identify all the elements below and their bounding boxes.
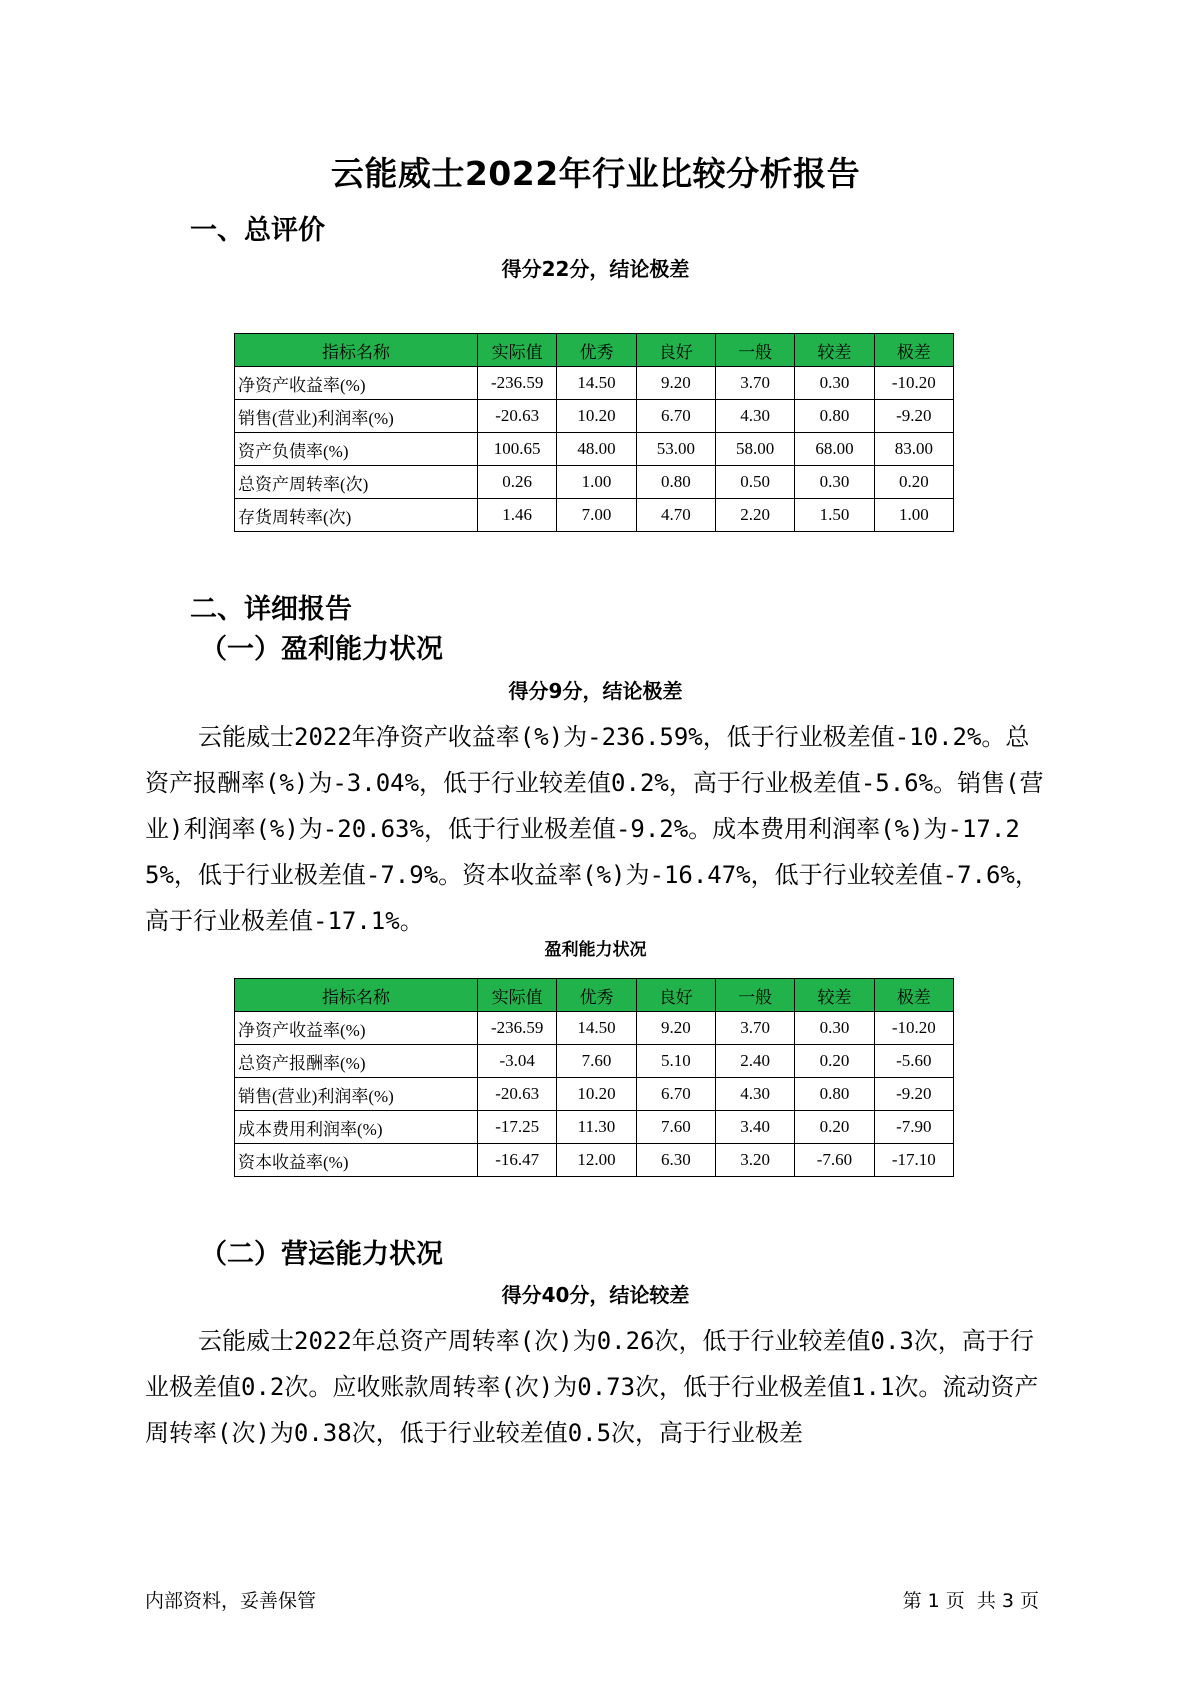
very-poor-value: 1.00 (874, 499, 953, 532)
indicator-name: 净资产收益率(%) (235, 1012, 478, 1045)
average-value: 58.00 (715, 433, 794, 466)
profitability-table (234, 978, 954, 1177)
table-row (235, 1078, 954, 1111)
header-cell: 指标名称 (235, 334, 478, 367)
table-header-row (235, 979, 954, 1012)
actual-value: -16.47 (478, 1144, 557, 1177)
poor-value: 68.00 (795, 433, 874, 466)
actual-value: -20.63 (478, 1078, 557, 1111)
poor-value: 1.50 (795, 499, 874, 532)
header-cell: 较差 (795, 979, 874, 1012)
actual-value: 1.46 (478, 499, 557, 532)
subsection-heading-operation: （二）营运能力状况 (200, 1239, 443, 1270)
excellent-value: 10.20 (557, 400, 636, 433)
good-value: 0.80 (636, 466, 715, 499)
indicator-name: 总资产报酬率(%) (235, 1045, 478, 1078)
indicator-name: 成本费用利润率(%) (235, 1111, 478, 1144)
indicator-name: 销售(营业)利润率(%) (235, 400, 478, 433)
average-value: 4.30 (715, 400, 794, 433)
header-cell: 较差 (795, 334, 874, 367)
good-value: 6.70 (636, 1078, 715, 1111)
table-row (235, 367, 954, 400)
poor-value: 0.20 (795, 1045, 874, 1078)
excellent-value: 7.00 (557, 499, 636, 532)
very-poor-value: -9.20 (874, 1078, 953, 1111)
header-cell: 优秀 (557, 979, 636, 1012)
actual-value: -3.04 (478, 1045, 557, 1078)
average-value: 2.40 (715, 1045, 794, 1078)
average-value: 3.70 (715, 367, 794, 400)
table-row (235, 433, 954, 466)
section-heading-overall: 一、总评价 (190, 215, 325, 246)
good-value: 53.00 (636, 433, 715, 466)
header-cell: 实际值 (478, 979, 557, 1012)
operation-paragraph: 云能威士2022年总资产周转率(次)为0.26次，低于行业较差值0.3次，高于行业极差值0.2次。应收账款周转率(次)为0.73次，低于行业极差值1.1次。流动资产周转率(次)为0.38次，低于行业较差值0.5次，高于行业极差 (145, 1327, 1039, 1447)
good-value: 5.10 (636, 1045, 715, 1078)
excellent-value: 1.00 (557, 466, 636, 499)
header-cell: 指标名称 (235, 979, 478, 1012)
subsection-heading-profitability: （一）盈利能力状况 (200, 634, 443, 665)
very-poor-value: -10.20 (874, 1012, 953, 1045)
excellent-value: 14.50 (557, 1012, 636, 1045)
good-value: 6.30 (636, 1144, 715, 1177)
poor-value: 0.80 (795, 1078, 874, 1111)
table-caption: 盈利能力状况 (544, 940, 647, 960)
header-cell: 一般 (715, 979, 794, 1012)
actual-value: 0.26 (478, 466, 557, 499)
very-poor-value: -17.10 (874, 1144, 953, 1177)
average-value: 4.30 (715, 1078, 794, 1111)
footer-confidential-note: 内部资料，妥善保管 (145, 1590, 317, 1612)
table-row (235, 466, 954, 499)
poor-value: 0.20 (795, 1111, 874, 1144)
indicator-name: 净资产收益率(%) (235, 367, 478, 400)
actual-value: -236.59 (478, 1012, 557, 1045)
indicator-name: 销售(营业)利润率(%) (235, 1078, 478, 1111)
indicator-name: 资本收益率(%) (235, 1144, 478, 1177)
table-row (235, 1012, 954, 1045)
header-cell: 良好 (636, 334, 715, 367)
excellent-value: 7.60 (557, 1045, 636, 1078)
table-row (235, 1111, 954, 1144)
poor-value: -7.60 (795, 1144, 874, 1177)
actual-value: -17.25 (478, 1111, 557, 1144)
very-poor-value: 83.00 (874, 433, 953, 466)
operation-score: 得分40分，结论较差 (501, 1283, 690, 1307)
table-row (235, 400, 954, 433)
good-value: 9.20 (636, 1012, 715, 1045)
very-poor-value: 0.20 (874, 466, 953, 499)
very-poor-value: -5.60 (874, 1045, 953, 1078)
very-poor-value: -9.20 (874, 400, 953, 433)
excellent-value: 48.00 (557, 433, 636, 466)
good-value: 7.60 (636, 1111, 715, 1144)
very-poor-value: -10.20 (874, 367, 953, 400)
poor-value: 0.30 (795, 1012, 874, 1045)
good-value: 9.20 (636, 367, 715, 400)
average-value: 3.40 (715, 1111, 794, 1144)
average-value: 3.20 (715, 1144, 794, 1177)
indicator-name: 总资产周转率(次) (235, 466, 478, 499)
table-header-row (235, 334, 954, 367)
very-poor-value: -7.90 (874, 1111, 953, 1144)
header-cell: 优秀 (557, 334, 636, 367)
indicator-name: 存货周转率(次) (235, 499, 478, 532)
header-cell: 极差 (874, 979, 953, 1012)
profitability-paragraph: 云能威士2022年净资产收益率(%)为-236.59%，低于行业极差值-10.2%。总资产报酬率(%)为-3.04%，低于行业较差值0.2%，高于行业极差值-5.6%。销售(营业)利润率(%)为-20.63%，低于行业极差值-9.2%。成本费用利润率(%)为-17.25%，低于行业极差值-7.9%。资本收益率(%)为-16.47%，低于行业较差值-7.6%，高于行业极差值-17.1%。 (145, 723, 1044, 935)
actual-value: 100.65 (478, 433, 557, 466)
header-cell: 实际值 (478, 334, 557, 367)
overall-table (234, 333, 954, 532)
average-value: 2.20 (715, 499, 794, 532)
header-cell: 良好 (636, 979, 715, 1012)
indicator-name: 资产负债率(%) (235, 433, 478, 466)
header-cell: 极差 (874, 334, 953, 367)
footer-page-number: 第 1 页 共 3 页 (902, 1590, 1039, 1612)
section-heading-detail: 二、详细报告 (190, 594, 352, 625)
poor-value: 0.30 (795, 466, 874, 499)
header-cell: 一般 (715, 334, 794, 367)
overall-score: 得分22分，结论极差 (501, 257, 690, 281)
excellent-value: 11.30 (557, 1111, 636, 1144)
poor-value: 0.30 (795, 367, 874, 400)
page-title: 云能威士2022年行业比较分析报告 (330, 154, 861, 193)
poor-value: 0.80 (795, 400, 874, 433)
excellent-value: 12.00 (557, 1144, 636, 1177)
table-row (235, 499, 954, 532)
table-row (235, 1045, 954, 1078)
actual-value: -236.59 (478, 367, 557, 400)
table-row (235, 1144, 954, 1177)
average-value: 3.70 (715, 1012, 794, 1045)
excellent-value: 10.20 (557, 1078, 636, 1111)
good-value: 6.70 (636, 400, 715, 433)
profitability-score: 得分9分，结论极差 (508, 679, 683, 703)
actual-value: -20.63 (478, 400, 557, 433)
good-value: 4.70 (636, 499, 715, 532)
excellent-value: 14.50 (557, 367, 636, 400)
average-value: 0.50 (715, 466, 794, 499)
